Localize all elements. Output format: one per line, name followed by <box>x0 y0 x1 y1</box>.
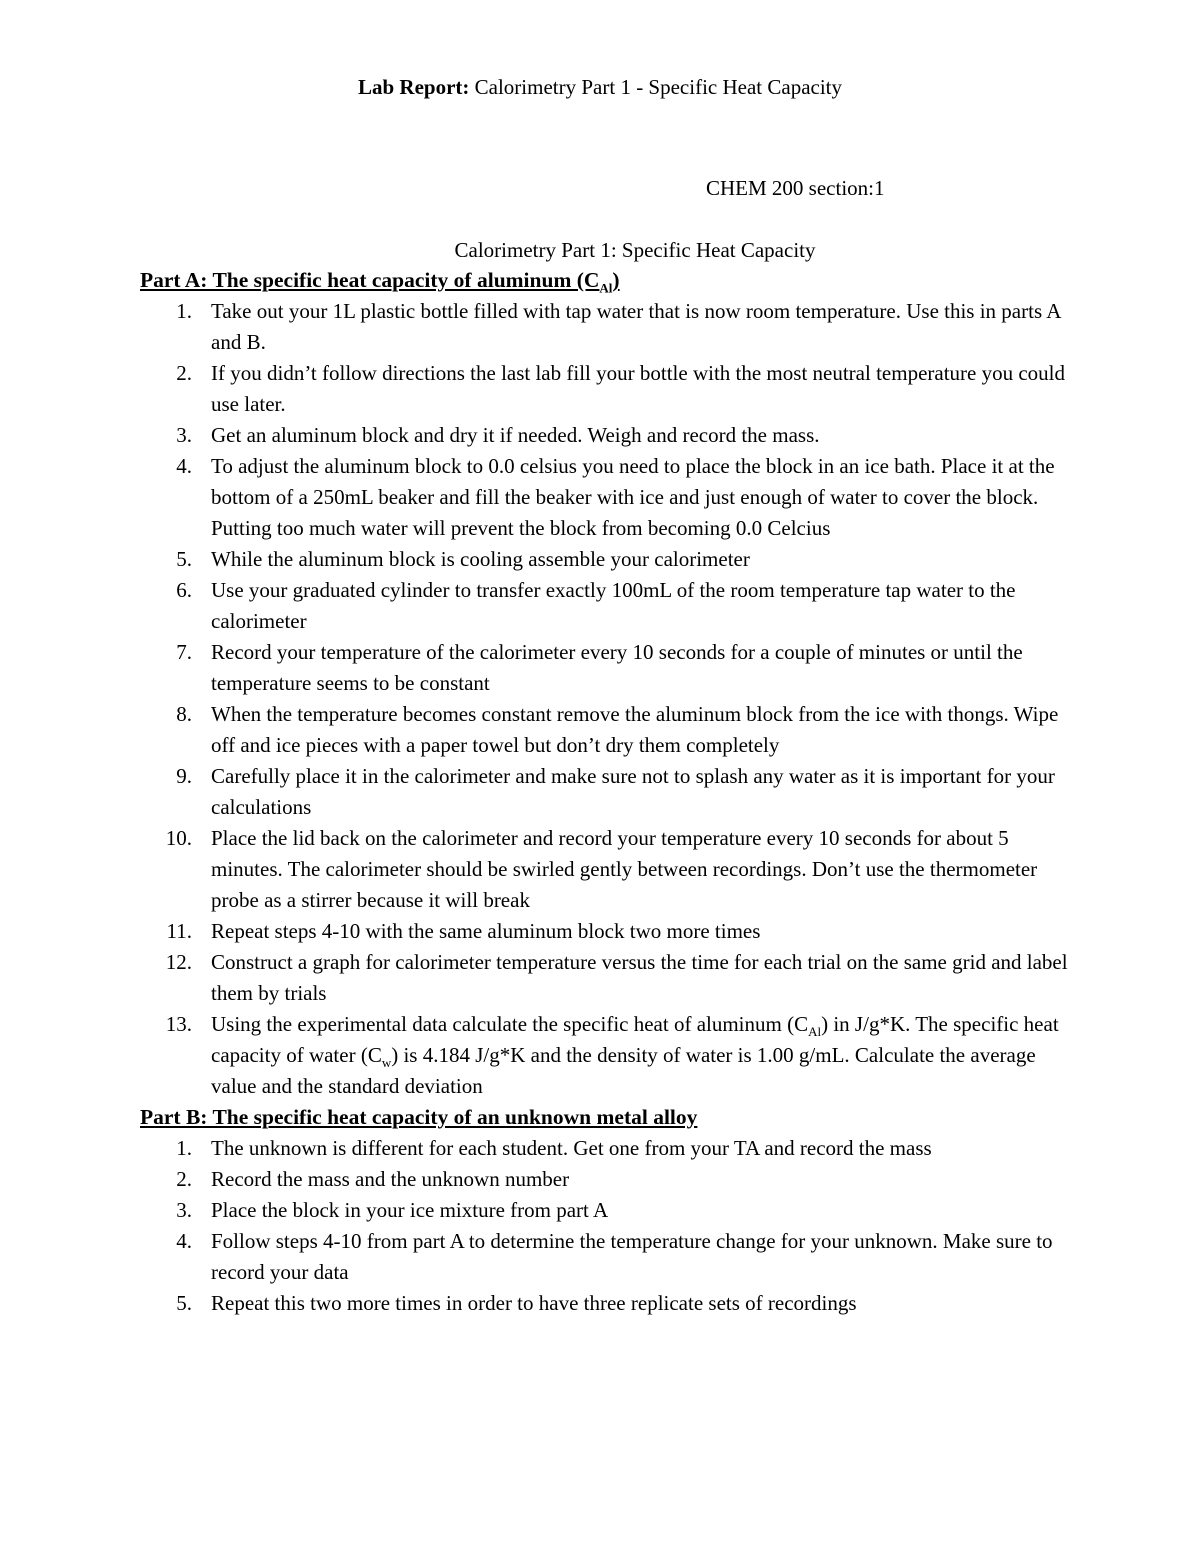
step-number: 11. <box>166 919 192 943</box>
part-b-steps <box>140 1133 1070 1319</box>
step-text: Repeat steps 4-10 with the same aluminum block two more times <box>211 919 761 943</box>
part-b-heading: Part B: The specific heat capacity of an unknown metal alloy <box>140 1105 698 1129</box>
step-text: Use your graduated cylinder to transfer exactly 100mL of the room temperature tap water to the calorimeter <box>211 578 1016 633</box>
list-item <box>140 1288 1070 1319</box>
step-text: Take out your 1L plastic bottle filled with tap water that is now room temperature. Use this in parts A and B. <box>211 299 1061 354</box>
step-number: 13. <box>165 1012 192 1036</box>
step-text: Repeat this two more times in order to have three replicate sets of recordings <box>211 1291 857 1315</box>
step-number: 8. <box>176 702 192 726</box>
list-item <box>140 947 1070 1009</box>
list-item <box>140 1133 1070 1164</box>
list-item <box>140 575 1070 637</box>
document-title: Calorimetry Part 1: Specific Heat Capacity <box>454 238 816 262</box>
list-item <box>140 420 1070 451</box>
step-number: 4. <box>176 1229 192 1253</box>
part-a-heading-subscript: Al <box>599 280 613 296</box>
step-text: Place the lid back on the calorimeter and record your temperature every 10 seconds for about 5 minutes. The calorimeter should be swirled gently between recordings. Don’t use the thermometer probe as a stirrer because it will break <box>211 826 1038 912</box>
step-number: 6. <box>176 578 192 602</box>
step-text-part: ) in J/g*K. The specific heat capacity of water (C <box>211 1012 1059 1067</box>
step-text: If you didn’t follow directions the last lab fill your bottle with the most neutral temperature you could use later. <box>211 361 1066 416</box>
list-item <box>140 761 1070 823</box>
step-text: Carefully place it in the calorimeter and make sure not to splash any water as it is important for your calculations <box>211 764 1055 819</box>
step-number: 3. <box>176 1198 192 1222</box>
step-text: While the aluminum block is cooling assemble your calorimeter <box>211 547 750 571</box>
list-item <box>140 544 1070 575</box>
step-number: 7. <box>176 640 192 664</box>
step-text: The unknown is different for each student. Get one from your TA and record the mass <box>211 1136 932 1160</box>
report-title <box>0 72 1200 102</box>
step-number: 3. <box>176 423 192 447</box>
step-text: Get an aluminum block and dry it if needed. Weigh and record the mass. <box>211 423 820 447</box>
list-item <box>140 1195 1070 1226</box>
part-a-step <box>140 1009 1070 1102</box>
step-number: 2. <box>176 361 192 385</box>
step-text-part: Using the experimental data calculate the specific heat of aluminum (C <box>211 1012 809 1036</box>
step-number: 1. <box>176 299 192 323</box>
document-body <box>140 265 1070 1319</box>
course-section: CHEM 200 section:1 <box>706 176 885 200</box>
list-item <box>140 916 1070 947</box>
subscript-al: Al <box>808 1024 822 1040</box>
step-number: 5. <box>176 547 192 571</box>
step-number: 4. <box>176 454 192 478</box>
part-a-heading-close: ) <box>612 268 620 292</box>
list-item <box>140 358 1070 420</box>
list-item <box>140 637 1070 699</box>
step-number: 12. <box>165 950 192 974</box>
part-a-heading <box>140 265 1070 296</box>
step-text: To adjust the aluminum block to 0.0 celsius you need to place the block in an ice bath. Place it at the bottom of a 250mL beaker and fill the beaker with ice and just enough of water to cover the block. Putting too much water will prevent the block from becoming 0.0 Celcius <box>211 454 1055 540</box>
step-text: When the temperature becomes constant remove the aluminum block from the ice with thongs. Wipe off and ice pieces with a paper towel but don’t dry them completely <box>211 702 1059 757</box>
part-a-steps <box>140 296 1070 1102</box>
step-text: Record the mass and the unknown number <box>211 1167 570 1191</box>
step-number: 5. <box>176 1291 192 1315</box>
step-text: Record your temperature of the calorimeter every 10 seconds for a couple of minutes or until the temperature seems to be constant <box>211 640 1023 695</box>
step-text-part: ) is 4.184 J/g*K and the density of water is 1.00 g/mL. Calculate the average value and the standard deviation <box>211 1043 1036 1098</box>
step-number: 1. <box>176 1136 192 1160</box>
step-number: 9. <box>176 764 192 788</box>
list-item <box>140 823 1070 916</box>
list-item <box>140 699 1070 761</box>
list-item <box>140 296 1070 358</box>
list-item <box>140 451 1070 544</box>
step-text: Construct a graph for calorimeter temperature versus the time for each trial on the same grid and label them by trials <box>211 950 1068 1005</box>
report-title-text: Calorimetry Part 1 - Specific Heat Capacity <box>469 75 843 99</box>
list-item <box>140 1226 1070 1288</box>
step-text: Place the block in your ice mixture from part A <box>211 1198 609 1222</box>
subscript-w: w <box>381 1055 392 1071</box>
step-text <box>211 1009 1070 1102</box>
step-text: Follow steps 4-10 from part A to determine the temperature change for your unknown. Make sure to record your data <box>211 1229 1053 1284</box>
report-title-label: Lab Report: <box>357 75 470 99</box>
step-number: 2. <box>176 1167 192 1191</box>
step-number: 10. <box>165 826 192 850</box>
list-item <box>140 1164 1070 1195</box>
part-a-heading-text: Part A: The specific heat capacity of aluminum (C <box>140 268 600 292</box>
